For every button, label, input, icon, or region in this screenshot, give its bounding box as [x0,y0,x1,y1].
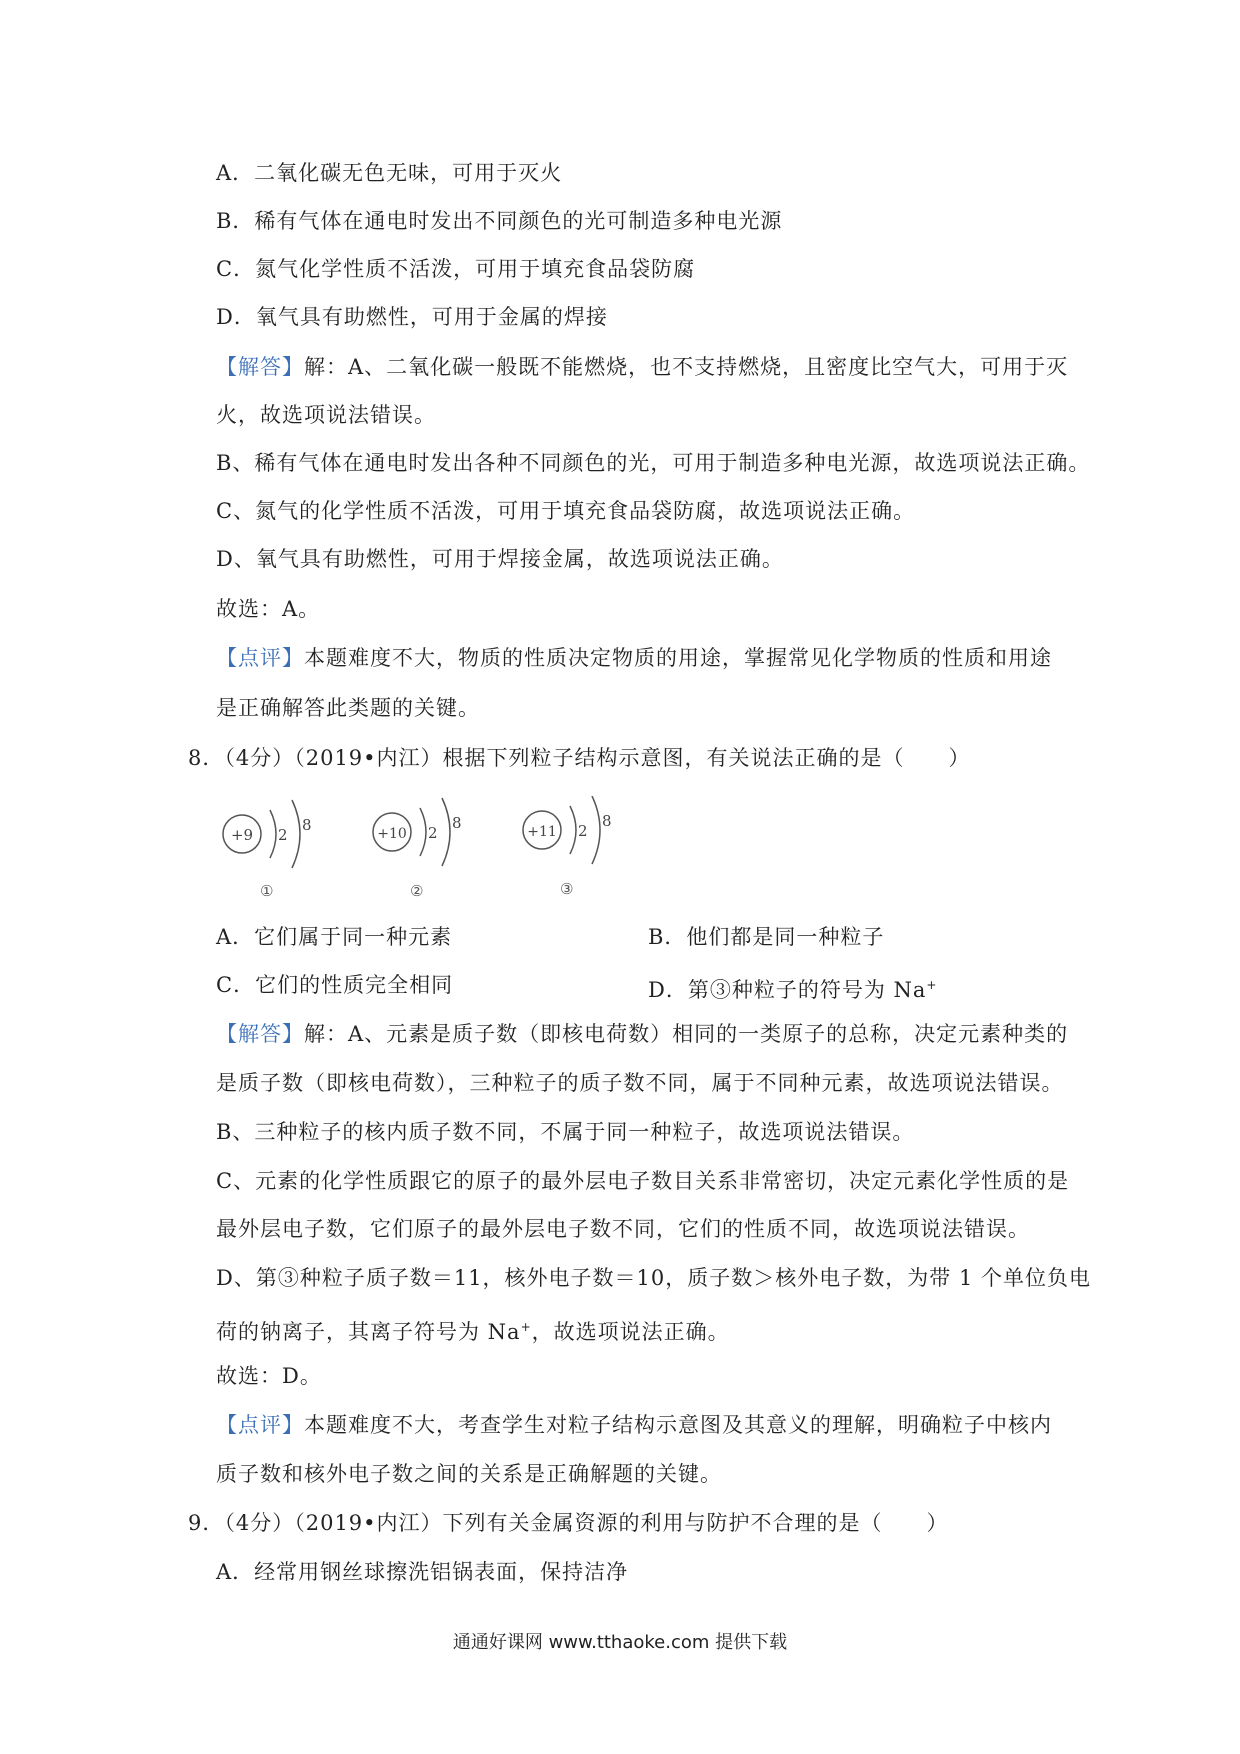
particle-label: ① [260,882,274,900]
question-9-stem: 9．（4分）（2019•内江）下列有关金属资源的利用与防护不合理的是（ ） [188,1511,949,1535]
particle-label: ③ [560,880,574,898]
charge-sup: + [520,1320,532,1334]
particle-2 [373,798,462,900]
comment-line: 是正确解答此类题的关键。 [216,696,480,720]
particle-label: ② [410,882,424,900]
nucleus-charge: +11 [527,824,557,840]
q8-answer-choice: 故选：D。 [216,1364,322,1388]
option-a: A．二氧化碳无色无味，可用于灭火 [216,161,563,185]
nucleus-charge: +10 [377,826,407,842]
particle-structure-diagram [210,796,670,906]
q8-comment-line [216,1410,1052,1440]
particle-1 [223,800,312,900]
answer-text: 解：A、元素是质子数（即核电荷数）相同的一类原子的总称，决定元素种类的 [304,1022,1069,1046]
particle-3 [523,796,612,898]
q8-option-a: A．它们属于同一种元素 [216,925,453,949]
answer-line: B、稀有气体在通电时发出各种不同颜色的光，可用于制造多种电光源，故选项说法正确。 [216,451,1091,475]
shell-1-electrons: 2 [578,822,588,840]
shell-2-electrons: 8 [302,816,312,834]
answer-tag: 【解答】 [216,355,304,379]
comment-text: 本题难度不大，考查学生对粒子结构示意图及其意义的理解，明确粒子中核内 [304,1413,1052,1437]
option-b: B．稀有气体在通电时发出不同颜色的光可制造多种电光源 [216,209,783,233]
nucleus-charge: +9 [230,826,254,844]
shell-1-electrons: 2 [428,824,438,842]
charge-sup: + [926,978,938,992]
q8-option-b: B．他们都是同一种粒子 [648,925,885,949]
question-8-stem: 8．（4分）（2019•内江）根据下列粒子结构示意图，有关说法正确的是（ ） [188,746,971,770]
q8-option-c: C．它们的性质完全相同 [216,973,454,997]
shell-1-electrons: 2 [278,826,288,844]
page-footer: 通通好课网 www.tthaoke.com 提供下载 [452,1632,788,1653]
option-d: D．氧气具有助燃性，可用于金属的焊接 [216,305,608,329]
q8-option-d: D．第③种粒子的符号为 Na+ [648,978,938,1002]
comment-tag: 【点评】 [216,646,304,670]
option-c: C．氮气化学性质不活泼，可用于填充食品袋防腐 [216,257,696,281]
comment-text: 本题难度不大，物质的性质决定物质的用途，掌握常见化学物质的性质和用途 [304,646,1052,670]
answer-text: 解：A、二氧化碳一般既不能燃烧，也不支持燃烧，且密度比空气大，可用于灭 [304,355,1069,379]
answer-line: D、氧气具有助燃性，可用于焊接金属，故选项说法正确。 [216,547,784,571]
q8-answer-line: 荷的钠离子，其离子符号为 Na+，故选项说法正确。 [216,1320,730,1344]
answer-choice: 故选：A。 [216,597,321,621]
answer-line: 火，故选项说法错误。 [216,403,436,427]
q8-answer-line: D、第③种粒子质子数＝11，核外电子数＝10，质子数＞核外电子数，为带 1 个单位负电 [216,1266,1091,1290]
q8-comment-line: 质子数和核外电子数之间的关系是正确解题的关键。 [216,1462,722,1486]
q8-answer-line [216,1019,1068,1049]
shell-2-electrons: 8 [602,812,612,830]
answer-line: C、氮气的化学性质不活泼，可用于填充食品袋防腐，故选项说法正确。 [216,499,916,523]
comment-tag: 【点评】 [216,1413,304,1437]
shell-2-electrons: 8 [452,814,462,832]
q8-answer-line: 是质子数（即核电荷数），三种粒子的质子数不同，属于不同种元素，故选项说法错误。 [216,1071,1064,1095]
comment-line [216,643,1052,673]
q8-answer-line: B、三种粒子的核内质子数不同，不属于同一种粒子，故选项说法错误。 [216,1120,915,1144]
q8-answer-line: 最外层电子数，它们原子的最外层电子数不同，它们的性质不同，故选项说法错误。 [216,1217,1030,1241]
answer-tag: 【解答】 [216,1022,304,1046]
q8-answer-line: C、元素的化学性质跟它的原子的最外层电子数目关系非常密切，决定元素化学性质的是 [216,1169,1070,1193]
q9-option-a: A．经常用钢丝球擦洗铝锅表面，保持洁净 [216,1560,629,1584]
answer-line [216,352,1068,382]
